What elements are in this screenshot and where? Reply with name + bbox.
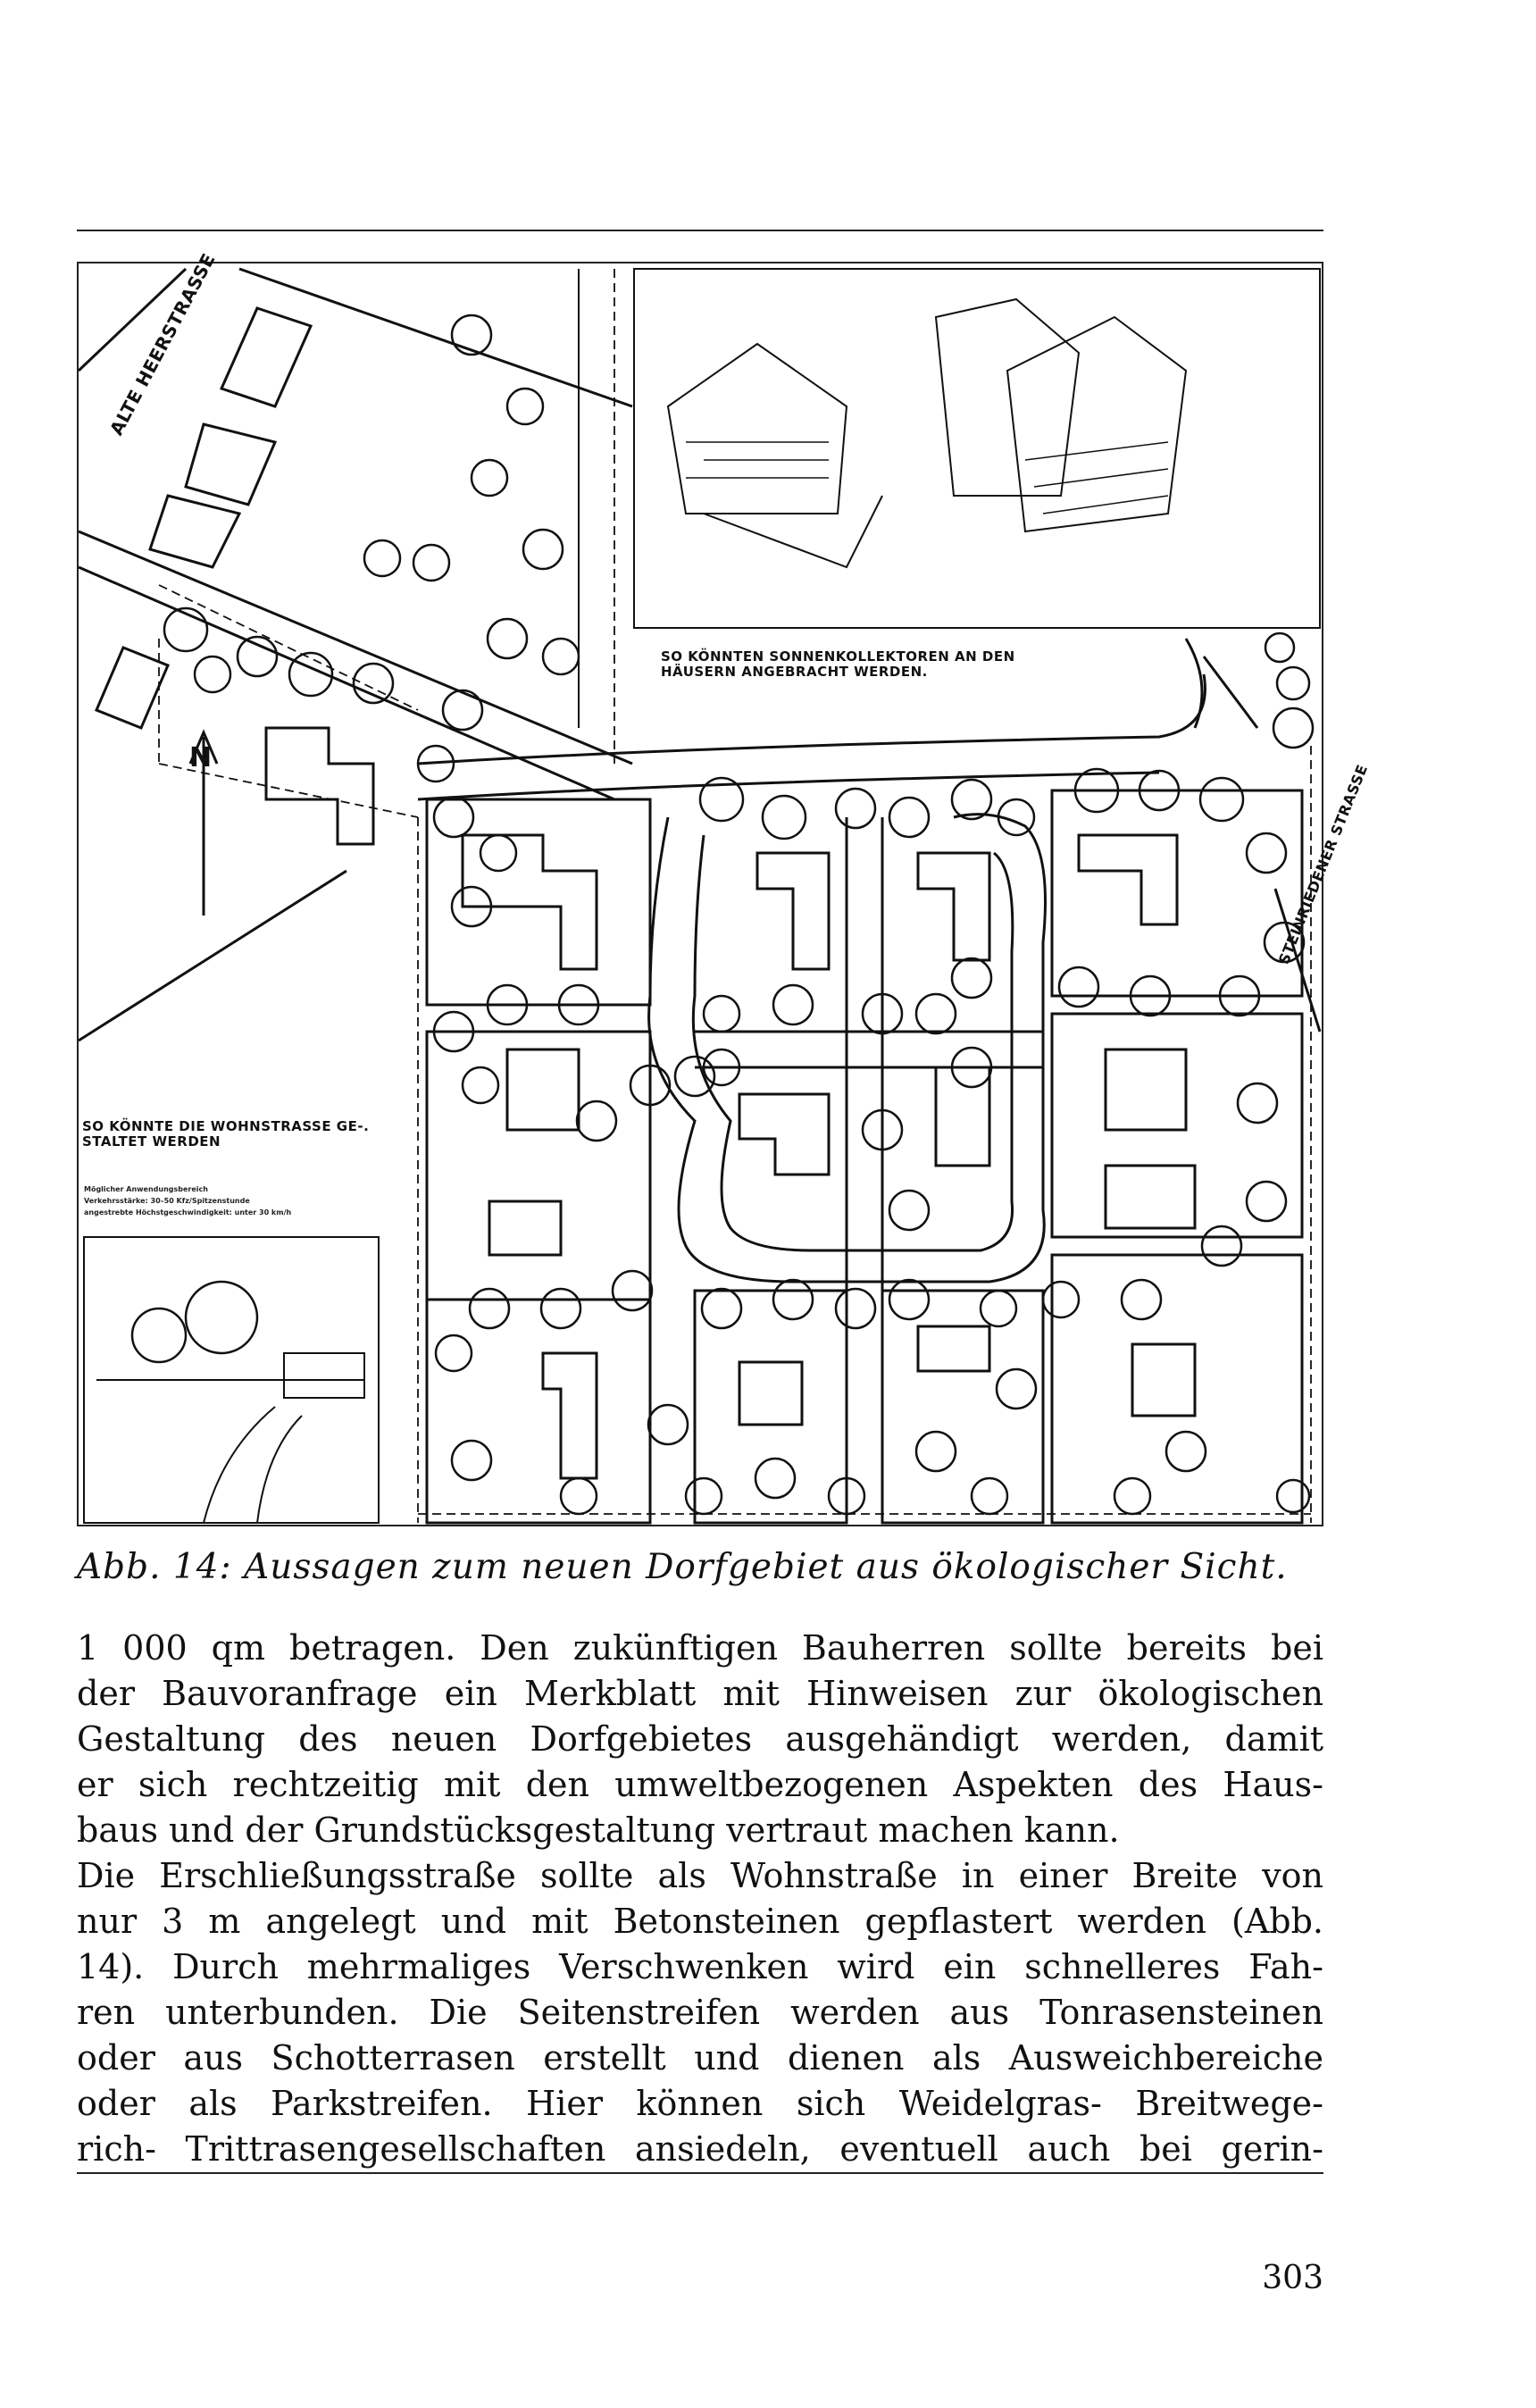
site-plan-figure — [77, 249, 1372, 1526]
body-line: ren unterbunden. Die Seitenstreifen werden aus Tonrasensteinen — [77, 1993, 1323, 2032]
body-line: der Bauvoranfrage ein Merkblatt mit Hinweisen zur ökologischen — [77, 1674, 1323, 1713]
solar-collector-caption: SO KÖNNTEN SONNENKOLLEKTOREN AN DEN HÄUSERN ANGEBRACHT WERDEN. — [661, 648, 1015, 680]
header-rule — [77, 230, 1323, 231]
body-line: baus und der Grundstücksgestaltung vertraut machen kann. — [77, 1810, 1120, 1850]
footnote-rule — [77, 2172, 1323, 2174]
body-text — [77, 1626, 1323, 2172]
body-line: er sich rechtzeitig mit den umweltbezogenen Aspekten des Haus- — [77, 1765, 1323, 1804]
residential-street-caption: SO KÖNNTE DIE WOHNSTRASSE GE-. STALTET WERDEN — [82, 1118, 370, 1150]
page-number: 303 — [1262, 2260, 1323, 2296]
body-line: nur 3 m angelegt und mit Betonsteinen gepflastert werden (Abb. — [77, 1902, 1323, 1941]
body-line: oder aus Schotterrasen erstellt und dienen als Ausweichbereiche — [77, 2038, 1323, 2078]
legend-line: Möglicher Anwendungsbereich — [84, 1185, 208, 1193]
body-line: rich- Trittrasengesellschaften ansiedeln, eventuell auch bei gerin- — [77, 2129, 1323, 2169]
steinriedener-strasse-label: STEINRIEDENER STRASSE — [1275, 762, 1372, 967]
legend-line: angestrebte Höchstgeschwindigkeit: unter 30 km/h — [84, 1208, 292, 1217]
figure-caption: Abb. 14: Aussagen zum neuen Dorfgebiet aus ökologischer Sicht. — [77, 1547, 1288, 1587]
north-arrow-label: N — [189, 742, 213, 773]
body-line: 14). Durch mehrmaliges Verschwenken wird ein schnelleres Fah- — [77, 1947, 1323, 1986]
body-line: Die Erschließungsstraße sollte als Wohnstraße in einer Breite von — [77, 1856, 1323, 1895]
body-line: 1 000 qm betragen. Den zukünftigen Bauherren sollte bereits bei — [77, 1628, 1323, 1668]
street-legend — [84, 1183, 291, 1218]
body-line: Gestaltung des neuen Dorfgebietes ausgehändigt werden, damit — [77, 1719, 1323, 1759]
site-plan-drawing — [79, 263, 1325, 1528]
legend-line: Verkehrsstärke: 30–50 Kfz/Spitzenstunde — [84, 1197, 250, 1205]
body-line: oder als Parkstreifen. Hier können sich Weidelgras- Breitwege- — [77, 2084, 1323, 2123]
alte-heerstrasse-label: ALTE HEERSTRASSE — [105, 249, 220, 439]
